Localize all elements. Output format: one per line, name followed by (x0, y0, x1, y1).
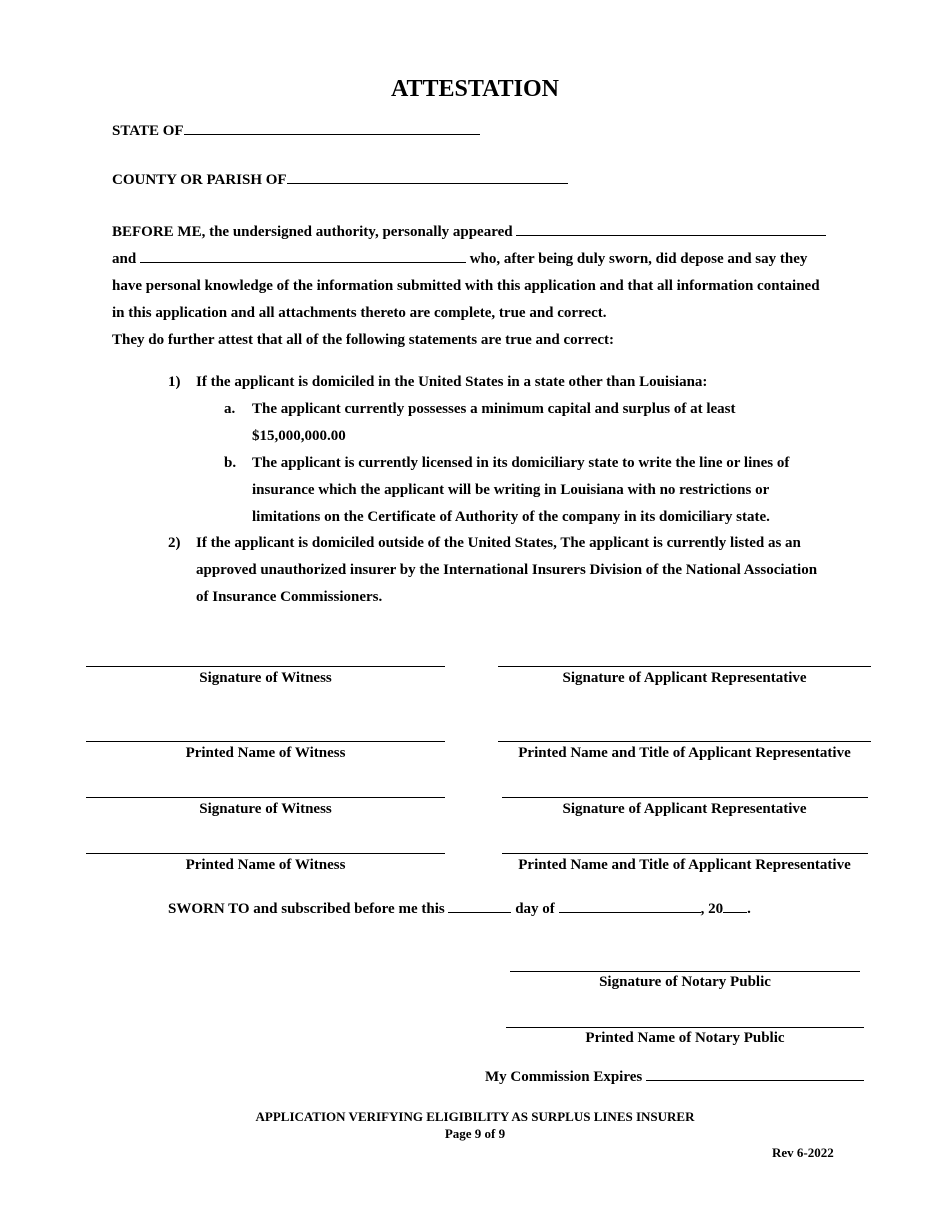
sworn-row (168, 896, 751, 923)
revision-label: Rev 6-2022 (772, 1145, 834, 1160)
rep-name-line-2[interactable] (502, 853, 868, 854)
item-1b-line-3: limitations on the Certificate of Authority of the company in its domiciliary state. (252, 509, 770, 525)
item-1a-letter: a. (224, 401, 236, 417)
rep-name-caption-2: Printed Name and Title of Applicant Representative (518, 857, 851, 873)
notary-signature-caption: Signature of Notary Public (599, 974, 771, 990)
paragraph-line-1 (112, 219, 826, 246)
rep-signature-line-2[interactable] (502, 797, 868, 798)
rep-signature-caption-1: Signature of Applicant Representative (562, 670, 807, 686)
sworn-month-field[interactable] (559, 911, 701, 913)
item-1a-line-2: $15,000,000.00 (252, 428, 346, 444)
footer-title: APPLICATION VERIFYING ELIGIBILITY AS SURPLUS LINES INSURER (255, 1109, 695, 1124)
sworn-text: . (747, 901, 751, 917)
appeared-name-field-1[interactable] (516, 234, 826, 236)
item-1b-line-1: The applicant is currently licensed in its domiciliary state to write the line or lines of (252, 455, 790, 471)
county-label: COUNTY OR PARISH OF (112, 172, 287, 188)
paragraph-text: who, after being duly sworn, did depose and say they (469, 251, 808, 267)
sworn-year-field[interactable] (723, 911, 747, 913)
paragraph-text: and (112, 251, 137, 267)
commission-field[interactable] (646, 1079, 864, 1081)
sworn-text: , 20 (700, 901, 724, 917)
witness-name-caption-1: Printed Name of Witness (185, 745, 346, 761)
witness-signature-caption-1: Signature of Witness (199, 670, 332, 686)
rep-name-line-1[interactable] (498, 741, 871, 742)
notary-name-line[interactable] (506, 1027, 864, 1028)
item-1a-line-1: The applicant currently possesses a minimum capital and surplus of at least (252, 401, 736, 417)
sworn-text: SWORN TO and subscribed before me this (168, 901, 445, 917)
sworn-text: day of (515, 901, 555, 917)
item-1b-line-2: insurance which the applicant will be writing in Louisiana with no restrictions or (252, 482, 770, 498)
commission-row (485, 1064, 864, 1091)
county-field[interactable] (287, 182, 568, 184)
paragraph-line-5: They do further attest that all of the following statements are true and correct: (112, 332, 614, 348)
rep-name-caption-1: Printed Name and Title of Applicant Representative (518, 745, 851, 761)
witness-signature-line-2[interactable] (86, 797, 445, 798)
sworn-day-field[interactable] (448, 911, 511, 913)
paragraph-line-3: have personal knowledge of the information submitted with this application and that all information contained (112, 278, 820, 294)
witness-signature-caption-2: Signature of Witness (199, 801, 332, 817)
paragraph-line-2 (112, 246, 807, 273)
appeared-name-field-2[interactable] (140, 261, 466, 263)
paragraph-line-4: in this application and all attachments thereto are complete, true and correct. (112, 305, 607, 321)
county-row (112, 167, 568, 194)
rep-signature-caption-2: Signature of Applicant Representative (562, 801, 807, 817)
item-2-line-3: of Insurance Commissioners. (196, 589, 383, 605)
rep-signature-line-1[interactable] (498, 666, 871, 667)
item-2-line-1: If the applicant is domiciled outside of the United States, The applicant is currently listed as an (196, 535, 801, 551)
item-2-number: 2) (168, 535, 181, 551)
witness-signature-line-1[interactable] (86, 666, 445, 667)
notary-signature-line[interactable] (510, 971, 860, 972)
item-2-line-2: approved unauthorized insurer by the International Insurers Division of the National Association (196, 562, 818, 578)
state-of-row (112, 118, 480, 145)
footer-page-number: Page 9 of 9 (444, 1126, 506, 1141)
page-title: ATTESTATION (390, 76, 560, 102)
witness-name-line-2[interactable] (86, 853, 445, 854)
item-1-text: If the applicant is domiciled in the United States in a state other than Louisiana: (196, 374, 708, 390)
witness-name-line-1[interactable] (86, 741, 445, 742)
notary-name-caption: Printed Name of Notary Public (585, 1030, 785, 1046)
state-of-label: STATE OF (112, 123, 184, 139)
state-of-field[interactable] (184, 133, 480, 135)
commission-label: My Commission Expires (485, 1069, 643, 1085)
paragraph-text: BEFORE ME, the undersigned authority, personally appeared (112, 224, 513, 240)
item-1-number: 1) (168, 374, 181, 390)
witness-name-caption-2: Printed Name of Witness (185, 857, 346, 873)
item-1b-letter: b. (224, 455, 237, 471)
